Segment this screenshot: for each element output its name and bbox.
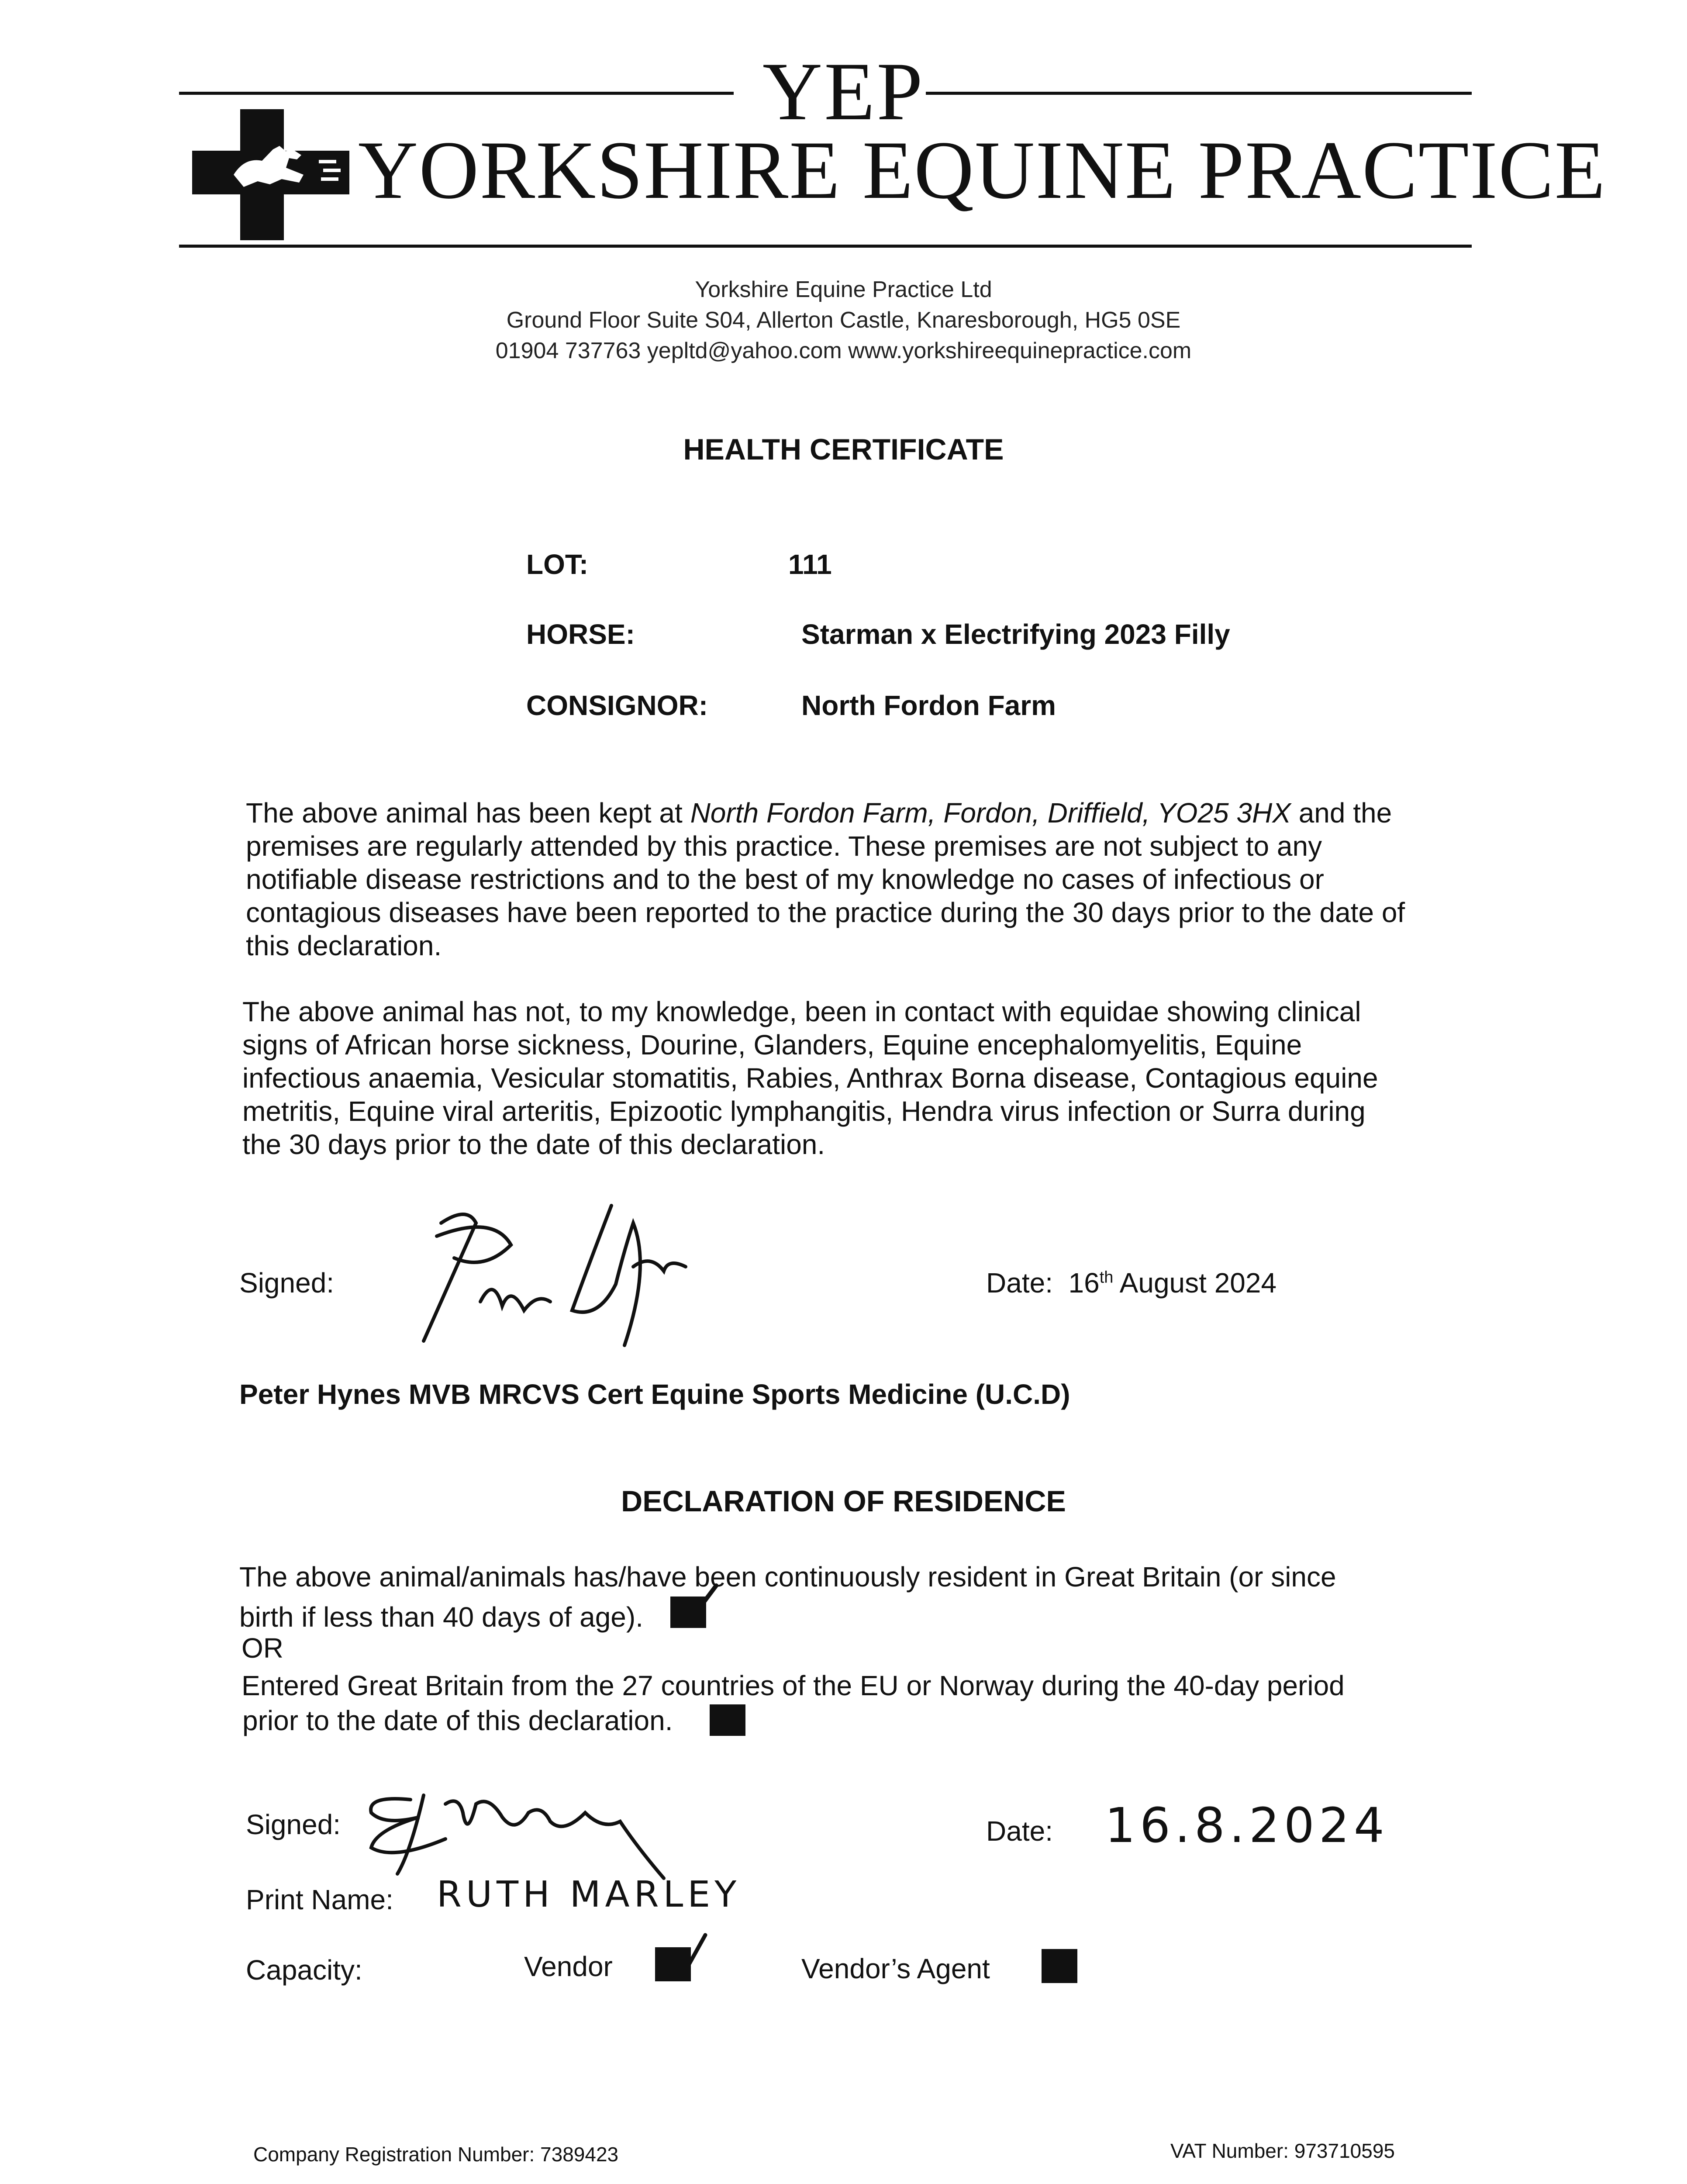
para1-line1: The above animal has been kept at North Fordon Farm, Fordon, Driffield, YO25 3HX and the [246, 797, 1392, 829]
lot-value: 111 [788, 549, 832, 580]
horse-label: HORSE: [526, 619, 635, 650]
owner-signed-label: Signed: [246, 1809, 341, 1840]
company-address: Ground Floor Suite S04, Allerton Castle, Knaresborough, HG5 0SE [506, 308, 1181, 333]
vendor-agent-checkbox[interactable] [1042, 1949, 1077, 1983]
header-rule-bottom [179, 245, 1472, 248]
owner-signature [358, 1787, 690, 1887]
vendor-agent-label: Vendor’s Agent [801, 1953, 990, 1984]
residence-paragraph: The above animal has been kept at North Fordon Farm, Fordon, Driffield, YO25 3HX and the premises are regularly attended by this practice. These premises are not subject to any notifiable disease restrictions and to the best of my knowledge no cases of infectious or contagious diseases have been reported to the practice during the 30 days prior to the date of this declaration. [246, 797, 1405, 961]
premises-location: North Fordon Farm, Fordon, Driffield, YO25 3HX [690, 797, 1291, 829]
header-rule-right [926, 92, 1472, 95]
capacity-label: Capacity: [246, 1954, 362, 1986]
practice-name: YORKSHIRE EQUINE PRACTICE [358, 124, 1606, 216]
letterhead-address-block [0, 274, 1687, 366]
company-contact: 01904 737763 yepltd@yahoo.com www.yorkshireequinepractice.com [495, 338, 1192, 363]
cross-horse-logo-icon [192, 109, 349, 240]
company-registration: Company Registration Number: 7389423 [253, 2143, 619, 2166]
print-name-label: Print Name: [246, 1884, 393, 1915]
vet-signed-label: Signed: [239, 1267, 335, 1299]
vet-signature [406, 1197, 694, 1354]
vet-date-label: Date: [986, 1267, 1053, 1299]
vet-date-rest: August 2024 [1113, 1267, 1277, 1299]
vendor-tick-icon [668, 1931, 707, 1979]
print-name-value: RUTH MARLEY [437, 1874, 741, 1915]
option1-line1: The above animal/animals has/have been continuously resident in Great Britain (or since [239, 1561, 1336, 1593]
owner-date-label: Date: [986, 1815, 1053, 1847]
consignor-value: North Fordon Farm [801, 690, 1056, 721]
vet-credentials: Peter Hynes MVB MRCVS Cert Equine Sports Medicine (U.C.D) [239, 1379, 1070, 1410]
declaration-title: DECLARATION OF RESIDENCE [621, 1485, 1066, 1518]
vat-number: VAT Number: 973710595 [1170, 2139, 1395, 2162]
owner-date-value: 16.8.2024 [1105, 1797, 1389, 1853]
horse-value: Starman x Electrifying 2023 Filly [801, 619, 1230, 650]
vet-date-day: 16 [1068, 1267, 1100, 1299]
or-separator: OR [241, 1632, 283, 1664]
option1-line2: birth if less than 40 days of age). [239, 1601, 643, 1633]
option2-line1: Entered Great Britain from the 27 countries of the EU or Norway during the 40-day period [241, 1670, 1345, 1701]
disease-paragraph: The above animal has not, to my knowledge, been in contact with equidae showing clinical signs of African horse sickness, Dourine, Glanders, Equine encephalomyelitis, Equine infectious anaemia, Vesicular stomatitis, Rabies, Anthrax Borna disease, Contagious equine metritis, Equine viral arteritis, Epizootic lymphangitis, Hendra virus infection or Surra during the 30 days prior to the date of this declaration. [242, 996, 1378, 1160]
letterhead-abbr: YEP [762, 46, 925, 138]
option2-checkbox[interactable] [710, 1704, 745, 1736]
option1-tick-icon [673, 1581, 721, 1629]
vendor-label: Vendor [524, 1951, 613, 1982]
vet-date-suffix: th [1099, 1268, 1114, 1287]
vet-date [986, 1267, 1276, 1299]
health-certificate-title: HEALTH CERTIFICATE [683, 433, 1004, 466]
consignor-label: CONSIGNOR: [526, 690, 708, 721]
option2-line2: prior to the date of this declaration. [242, 1705, 673, 1736]
lot-label: LOT: [526, 549, 589, 580]
header-rule-left [179, 92, 734, 95]
company-name: Yorkshire Equine Practice Ltd [695, 277, 992, 302]
